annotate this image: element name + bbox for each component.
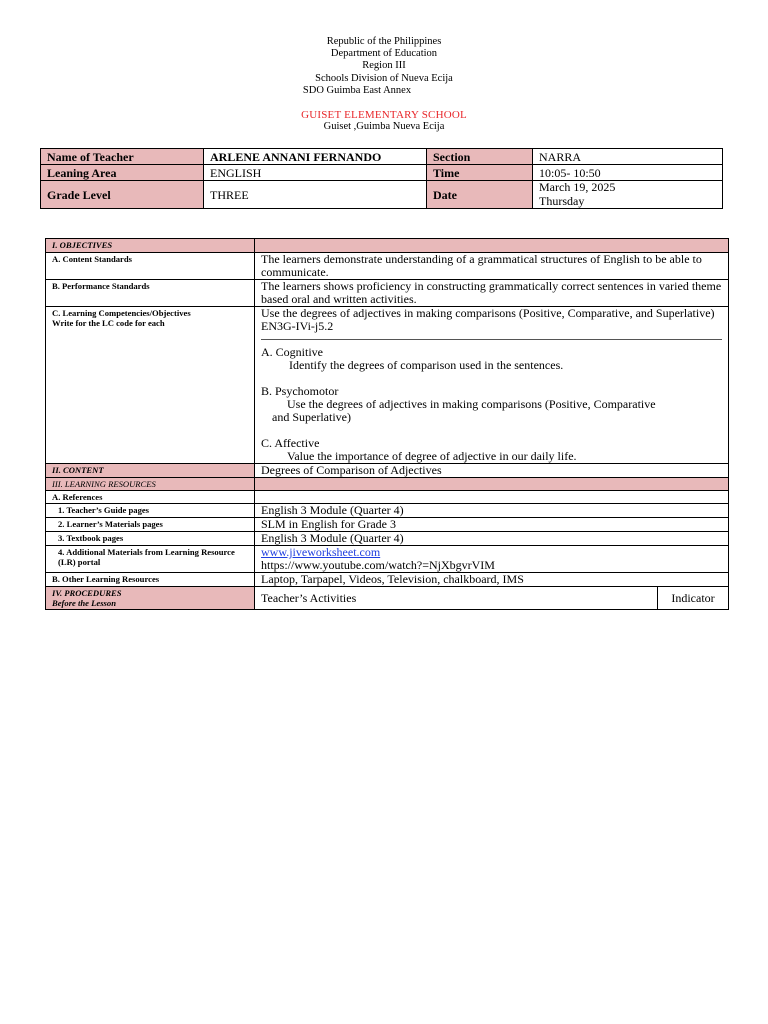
additional-materials-cell — [255, 546, 729, 573]
table-row — [46, 546, 729, 573]
school-name: GUISET ELEMENTARY SCHOOL — [301, 109, 467, 122]
divider — [261, 339, 722, 340]
day-line: Thursday — [539, 193, 585, 208]
resources-label: III. LEARNING RESOURCES — [46, 478, 255, 491]
content-standards-text: The learners demonstrate understanding of a grammatical structures of English to be able to communicate. — [255, 253, 729, 280]
lesson-plan-table — [45, 238, 729, 610]
grade-value: THREE — [204, 181, 427, 209]
teachers-guide-text: English 3 Module (Quarter 4) — [255, 504, 729, 518]
indicator-header: Indicator — [658, 587, 729, 610]
table-row — [46, 491, 729, 504]
psychomotor-text-1: Use the degrees of adjectives in making comparisons (Positive, Comparative — [287, 397, 656, 411]
area-value: ENGLISH — [204, 165, 427, 181]
affective-text: Value the importance of degree of adjective in our daily life. — [287, 449, 577, 463]
header-region: Region III — [362, 60, 406, 72]
table-row — [46, 239, 729, 253]
affective-label: C. Affective — [261, 436, 320, 450]
references-label: A. References — [46, 491, 255, 504]
references-cell — [255, 491, 729, 504]
content-text: Degrees of Comparison of Adjectives — [255, 464, 729, 478]
time-label: Time — [427, 165, 533, 181]
content-standards-label: A. Content Standards — [46, 253, 255, 280]
table-row — [46, 280, 729, 307]
section-label: Section — [427, 149, 533, 165]
jiveworksheet-link[interactable]: www.jiveworksheet.com — [261, 545, 381, 559]
teacher-info-table — [40, 148, 723, 209]
area-label: Leaning Area — [41, 165, 204, 181]
cognitive-text: Identify the degrees of comparison used in the sentences. — [289, 358, 564, 372]
header-republic: Republic of the Philippines — [326, 36, 442, 47]
resources-cell — [255, 478, 729, 491]
table-row — [46, 253, 729, 280]
textbook-label: 3. Textbook pages — [46, 532, 255, 546]
objectives-label: I. OBJECTIVES — [46, 239, 255, 253]
competencies-label — [46, 307, 255, 464]
table-row — [46, 587, 729, 610]
procedures-heading: IV. PROCEDURES — [52, 588, 122, 598]
before-lesson-label: Before the Lesson — [52, 598, 116, 608]
procedures-label — [46, 587, 255, 610]
objectives-cell — [255, 239, 729, 253]
additional-materials-label: 4. Additional Materials from Learning Resource (LR) portal — [46, 546, 255, 573]
other-resources-text: Laptop, Tarpapel, Videos, Television, chalkboard, IMS — [255, 573, 729, 587]
date-line: March 19, 2025 — [539, 180, 616, 194]
competencies-text: Use the degrees of adjectives in making comparisons (Positive, Comparative, and Superlative) EN3G-IVi-j5.2 — [261, 306, 715, 333]
table-row — [46, 464, 729, 478]
time-value: 10:05- 10:50 — [533, 165, 723, 181]
psychomotor-label: B. Psychomotor — [261, 384, 339, 398]
performance-standards-text: The learners shows proficiency in constructing grammatically correct sentences in varied theme based oral and written activities. — [255, 280, 729, 307]
psychomotor-text-2: and Superlative) — [272, 410, 351, 424]
content-label: II. CONTENT — [46, 464, 255, 478]
table-row — [41, 181, 723, 209]
teacher-value: ARLENE ANNANI FERNANDO — [204, 149, 427, 165]
other-resources-label: B. Other Learning Resources — [46, 573, 255, 587]
table-row — [46, 504, 729, 518]
competencies-label-line2: Write for the LC code for each — [52, 318, 165, 328]
section-value: NARRA — [533, 149, 723, 165]
date-value — [533, 181, 723, 209]
table-row — [46, 307, 729, 464]
competencies-label-line1: C. Learning Competencies/Objectives — [52, 308, 191, 318]
table-row — [41, 165, 723, 181]
header-sdo: SDO Guimba East Annex — [302, 84, 412, 96]
performance-standards-label: B. Performance Standards — [46, 280, 255, 307]
document-header — [0, 36, 768, 133]
table-row — [46, 532, 729, 546]
table-row — [41, 149, 723, 165]
textbook-text: English 3 Module (Quarter 4) — [255, 532, 729, 546]
teachers-guide-label: 1. Teacher’s Guide pages — [46, 504, 255, 518]
school-address: Guiset ,Guimba Nueva Ecija — [323, 121, 445, 133]
header-department: Department of Education — [330, 48, 438, 60]
youtube-link-text: https://www.youtube.com/watch?=NjXbgvrVIM — [261, 558, 495, 572]
learners-materials-label: 2. Learner’s Materials pages — [46, 518, 255, 532]
date-label: Date — [427, 181, 533, 209]
table-row — [46, 478, 729, 491]
header-division: Schools Division of Nueva Ecija — [315, 72, 453, 84]
competencies-cell — [255, 307, 729, 464]
cognitive-label: A. Cognitive — [261, 345, 323, 359]
learners-materials-text: SLM in English for Grade 3 — [255, 518, 729, 532]
teacher-label: Name of Teacher — [41, 149, 204, 165]
teacher-activities-header: Teacher’s Activities — [255, 587, 658, 610]
grade-label: Grade Level — [41, 181, 204, 209]
table-row — [46, 573, 729, 587]
table-row — [46, 518, 729, 532]
